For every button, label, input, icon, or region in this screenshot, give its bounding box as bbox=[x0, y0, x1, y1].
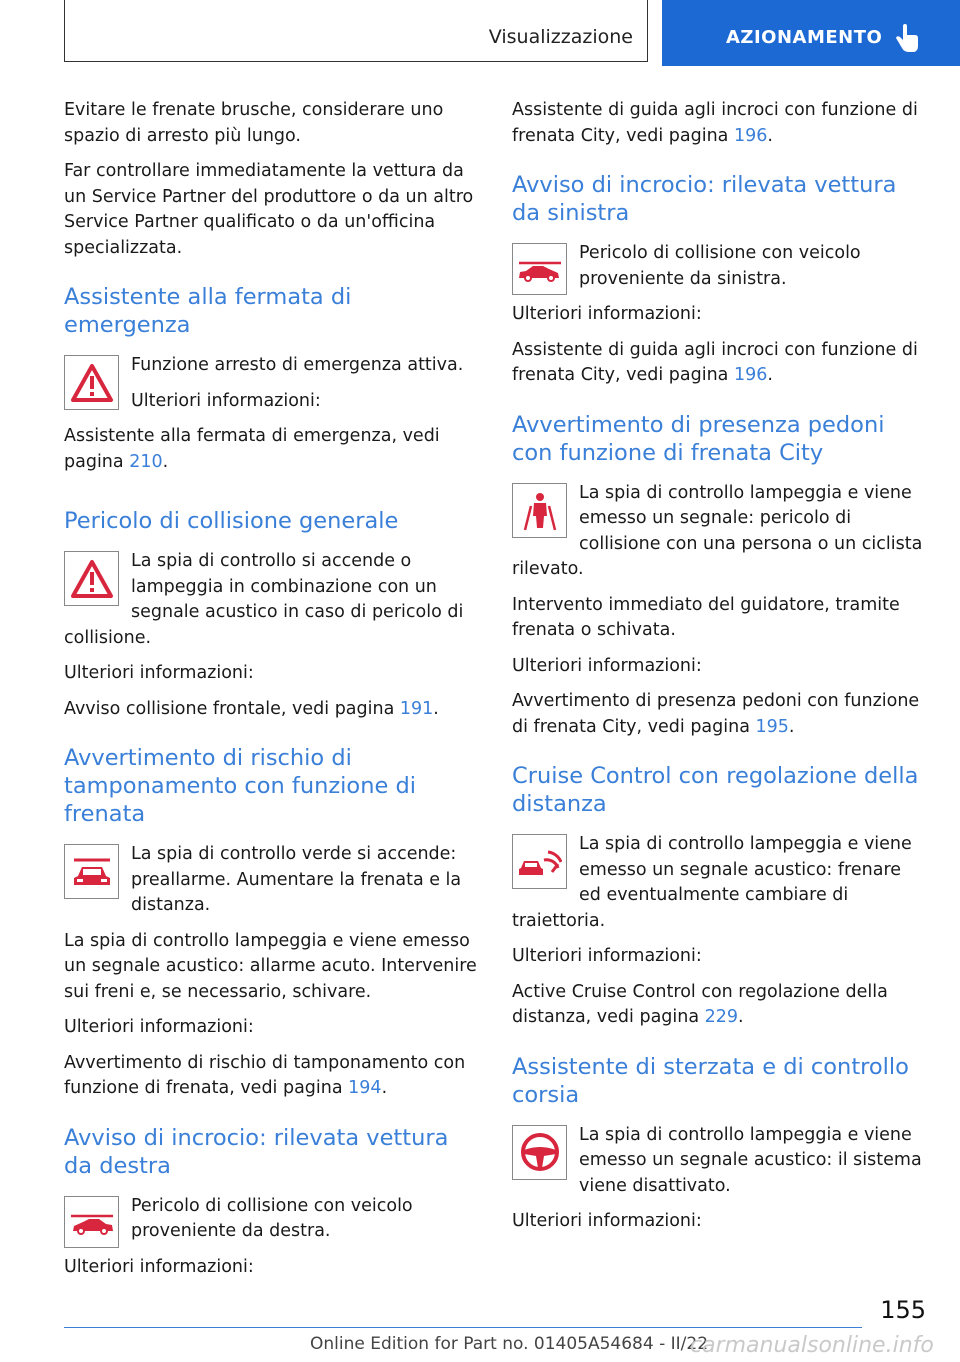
chapter-title: AZIONAMENTO bbox=[726, 27, 883, 48]
page-number: 155 bbox=[880, 1296, 926, 1324]
paragraph: La spia di controllo lampeggia e viene emesso un segnale: pericolo di collisione con una persona o un ciclista rilevato. bbox=[512, 482, 923, 579]
paragraph: Ulteriori informazioni: bbox=[64, 663, 254, 683]
car-side-right-icon bbox=[64, 1196, 119, 1248]
section-tab bbox=[64, 0, 648, 62]
page-link[interactable]: 210 bbox=[129, 451, 163, 472]
page-link[interactable]: 191 bbox=[399, 698, 434, 719]
paragraph: Ulteriori informazioni: bbox=[64, 1017, 254, 1037]
reference-text: Assistente di guida agli incroci con funzione di frenata City, vedi pagina bbox=[512, 100, 918, 146]
paragraph: La spia di controllo si accende o lampeggia in combinazione con un segnale acustico in caso di pericolo di collisione. bbox=[64, 551, 464, 648]
warning-item bbox=[64, 842, 480, 929]
chapter-tab bbox=[662, 0, 960, 66]
paragraph: Pericolo di collisione con veicolo proveniente da destra. bbox=[131, 1195, 413, 1241]
warning-triangle-icon bbox=[64, 551, 119, 606]
paragraph bbox=[512, 689, 928, 740]
period: . bbox=[788, 716, 795, 737]
watermark: carmanualsonline.info bbox=[690, 1333, 934, 1358]
page-link[interactable]: 229 bbox=[704, 1007, 739, 1027]
paragraph: Intervento immediato del guidatore, tramite frenata o schivata. bbox=[512, 594, 900, 640]
paragraph bbox=[512, 980, 928, 1031]
footer-divider bbox=[64, 1327, 862, 1328]
reference-text: Assistente alla fermata di emergenza, vedi pagina bbox=[64, 426, 440, 472]
paragraph bbox=[64, 424, 480, 475]
paragraph: Ulteriori informazioni: bbox=[512, 1211, 702, 1231]
period: . bbox=[433, 698, 439, 719]
paragraph bbox=[512, 98, 928, 149]
paragraph: La spia di controllo verde si accende: preallarme. Aumentare la frenata e la distanza. bbox=[131, 844, 462, 915]
page-link[interactable]: 194 bbox=[348, 1078, 382, 1098]
period: . bbox=[767, 125, 773, 146]
warning-item bbox=[64, 1194, 480, 1291]
edition-note: Online Edition for Part no. 01405A54684 - II/22 bbox=[310, 1334, 709, 1354]
period: . bbox=[162, 451, 169, 472]
reference-text: Active Cruise Control con regolazione della distanza, vedi pagina bbox=[512, 981, 888, 1027]
page-header bbox=[0, 0, 960, 66]
paragraph bbox=[64, 1051, 480, 1102]
paragraph: La spia di controllo lampeggia e viene emesso un segnale acustico: allarme acuto. Intervenire sui freni e, se necessario, schivare. bbox=[64, 930, 477, 1002]
paragraph: Ulteriori informazioni: bbox=[512, 655, 702, 676]
reference-text: Assistente di guida agli incroci con funzione di frenata City, vedi pagina bbox=[512, 339, 918, 385]
paragraph: Ulteriori informazioni: bbox=[131, 390, 321, 411]
warning-triangle-icon bbox=[64, 355, 119, 410]
steering-wheel-icon bbox=[512, 1125, 567, 1180]
page-link[interactable]: 196 bbox=[733, 125, 768, 146]
warning-item bbox=[512, 481, 928, 593]
section-heading: Pericolo di collisione generale bbox=[64, 508, 399, 534]
section-heading: Assistente alla fermata di emergenza bbox=[64, 284, 352, 338]
warning-item bbox=[512, 1123, 928, 1210]
paragraph: La spia di controllo lampeggia e viene emesso un segnale acustico: frenare ed eventualmente cambiare di traiettoria. bbox=[512, 834, 912, 931]
car-front-icon bbox=[64, 844, 119, 899]
paragraph: Funzione arresto di emergenza attiva. bbox=[131, 355, 464, 375]
left-column bbox=[64, 98, 480, 1290]
warning-item bbox=[64, 353, 480, 485]
page-link[interactable]: 195 bbox=[755, 716, 789, 737]
paragraph: Evitare le frenate brusche, considerare uno spazio di arresto più lungo. bbox=[64, 100, 444, 146]
hand-pointer-icon bbox=[894, 24, 920, 54]
pedestrian-icon bbox=[512, 483, 567, 538]
warning-item bbox=[64, 549, 480, 661]
paragraph: La spia di controllo lampeggia e viene emesso un segnale acustico: il sistema viene disattivato. bbox=[579, 1124, 922, 1196]
car-side-left-icon bbox=[512, 243, 567, 295]
cruise-control-icon bbox=[512, 834, 567, 889]
paragraph: Ulteriori informazioni: bbox=[512, 304, 702, 324]
period: . bbox=[381, 1078, 388, 1098]
paragraph: Pericolo di collisione con veicolo proveniente da sinistra. bbox=[579, 243, 861, 289]
right-column bbox=[512, 98, 928, 1245]
reference-text: Avvertimento di rischio di tamponamento con funzione di frenata, vedi pagina bbox=[64, 1052, 466, 1098]
page-link[interactable]: 196 bbox=[733, 365, 768, 385]
section-heading: Assistente di sterzata e di controllo corsia bbox=[512, 1053, 909, 1108]
warning-item bbox=[512, 241, 928, 338]
section-heading: Avvertimento di rischio di tamponamento con funzione di frenata bbox=[64, 745, 416, 827]
section-heading: Cruise Control con regolazione della distanza bbox=[512, 763, 919, 817]
period: . bbox=[738, 1007, 744, 1027]
period: . bbox=[767, 365, 773, 385]
paragraph: Ulteriori informazioni: bbox=[64, 1256, 254, 1277]
reference-text: Avviso collisione frontale, vedi pagina bbox=[64, 698, 400, 719]
paragraph bbox=[64, 697, 480, 723]
paragraph: Ulteriori informazioni: bbox=[512, 946, 702, 966]
warning-item bbox=[512, 832, 928, 944]
section-heading: Avviso di incrocio: rilevata vettura da sinistra bbox=[512, 172, 897, 226]
section-title: Visualizzazione bbox=[488, 26, 633, 48]
reference-text: Avvertimento di presenza pedoni con funzione di frenata City, vedi pagina bbox=[512, 691, 920, 737]
section-heading: Avvertimento di presenza pedoni con funzione di frenata City bbox=[512, 411, 885, 466]
paragraph bbox=[512, 338, 928, 389]
section-heading: Avviso di incrocio: rilevata vettura da destra bbox=[64, 1124, 449, 1179]
paragraph: Far controllare immediatamente la vettura da un Service Partner del produttore o da un altro Service Partner qualificato o da un'officina specializzata. bbox=[64, 161, 474, 258]
